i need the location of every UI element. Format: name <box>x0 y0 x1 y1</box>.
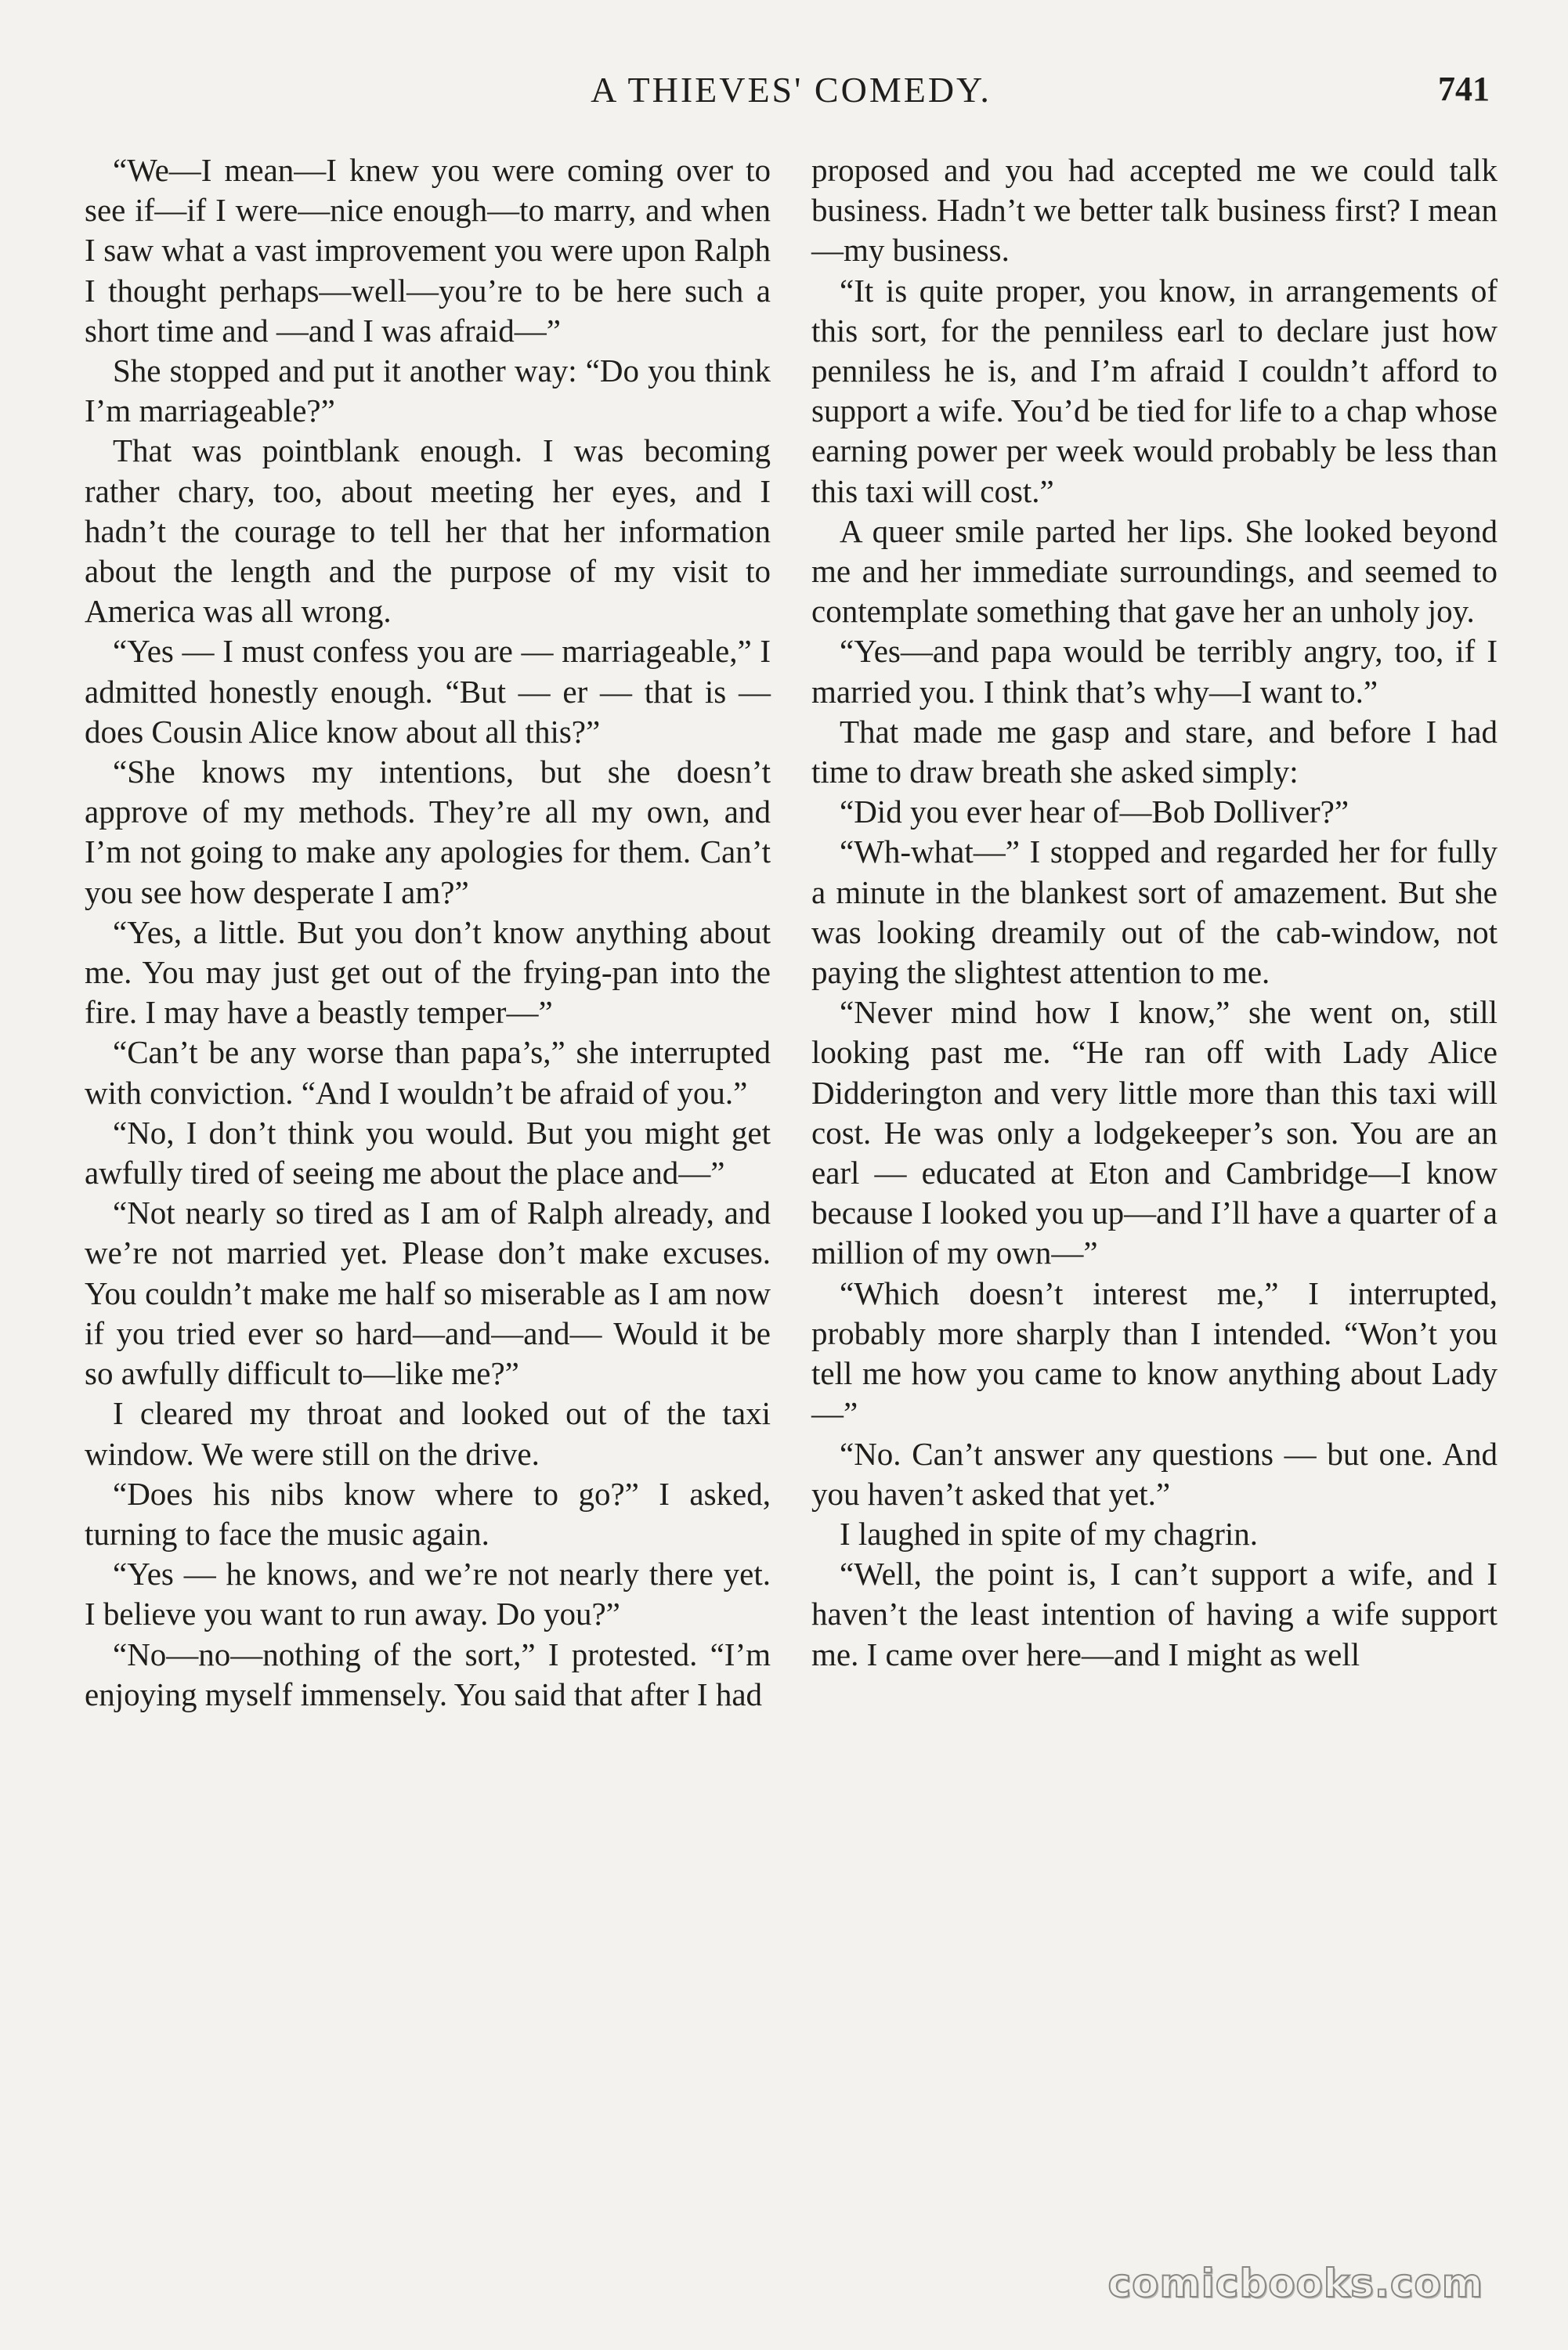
left-column <box>85 150 771 1715</box>
running-title: A THIEVES' COMEDY. <box>591 70 992 110</box>
paragraph: “Well, the point is, I can’t support a wife, and I haven’t the least intention of having a wife support me. I came over here—and I might as well <box>811 1556 1498 1672</box>
paragraph: “Yes—and papa would be terribly angry, too, if I married you. I think that’s why—I want to.” <box>811 633 1498 710</box>
paragraph: “Does his nibs know where to go?” I asked, turning to face the music again. <box>85 1475 771 1552</box>
paragraph: “It is quite proper, you know, in arrangements of this sort, for the penniless earl to declare just how penniless he is, and I’m afraid I couldn’t afford to support a wife. You’d be tied for life to a chap whose earning power per week would probably be less than this taxi will cost.” <box>811 272 1498 509</box>
paragraph: That was pointblank enough. I was becoming rather chary, too, about meeting her eyes, and I hadn’t the courage to tell her that her information about the length and the purpose of my visit to America was all wrong. <box>85 432 771 630</box>
paragraph: “Can’t be any worse than papa’s,” she interrupted with conviction. “And I wouldn’t be afraid of you.” <box>85 1034 771 1111</box>
paragraph-continued: proposed and you had accepted me we could talk business. Hadn’t we better talk business first? I mean—my business. <box>811 152 1498 269</box>
paragraph: “Wh-what—” I stopped and regarded her for fully a minute in the blankest sort of amazement. But she was looking dreamily out of the cab-window, not paying the slightest attention to me. <box>811 833 1498 991</box>
paragraph: “Never mind how I know,” she went on, still looking past me. “He ran off with Lady Alice Didderington and very little more than this taxi will cost. He was only a lodgekeeper’s son. You are an earl — educated at Eton and Cambridge—I know because I looked you up—and I’ll have a quarter of a million of my own—” <box>811 994 1498 1271</box>
watermark: comicbooks.com <box>1107 2261 1483 2306</box>
paragraph: She stopped and put it another way: “Do you think I’m marriageable?” <box>85 352 771 429</box>
paragraph: “Yes — I must confess you are — marriageable,” I admitted honestly enough. “But — er — that is — does Cousin Alice know about all this?” <box>85 633 771 750</box>
page-number: 741 <box>1438 70 1490 108</box>
paragraph: That made me gasp and stare, and before I had time to draw breath she asked simply: <box>811 713 1498 790</box>
paragraph: “No. Can’t answer any questions — but one. And you haven’t asked that yet.” <box>811 1435 1498 1512</box>
paragraph: “No—no—nothing of the sort,” I protested. “I’m enjoying myself immensely. You said that after I had <box>85 1636 771 1712</box>
paragraph: “Yes, a little. But you don’t know anything about me. You may just get out of the frying-pan into the fire. I may have a beastly temper—” <box>85 913 771 1031</box>
paragraph: “No, I don’t think you would. But you might get awfully tired of seeing me about the place and—” <box>85 1114 771 1191</box>
paragraph: I cleared my throat and looked out of the taxi window. We were still on the drive. <box>85 1395 771 1472</box>
paragraph: I laughed in spite of my chagrin. <box>840 1515 1259 1552</box>
paragraph: “Yes — he knows, and we’re not nearly there yet. I believe you want to run away. Do you?” <box>85 1556 771 1632</box>
page-header <box>0 69 1568 124</box>
paragraph: “Which doesn’t interest me,” I interrupted, probably more sharply than I intended. “Won’t you tell me how you came to know anything about Lady—” <box>811 1274 1498 1432</box>
paragraph: “She knows my intentions, but she doesn’t approve of my methods. They’re all my own, and I’m not going to make any apologies for them. Can’t you see how desperate I am?” <box>85 754 771 910</box>
right-column <box>811 150 1498 1675</box>
paragraph: A queer smile parted her lips. She looked beyond me and her immediate surroundings, and seemed to contemplate something that gave her an unholy joy. <box>811 512 1498 630</box>
paragraph: “Did you ever hear of—Bob Dolliver?” <box>840 794 1349 830</box>
paragraph: “We—I mean—I knew you were coming over to see if—if I were—nice enough—to marry, and when I saw what a vast improvement you were upon Ralph I thought perhaps—well—you’re to be here such a short time and —and I was afraid—” <box>85 152 771 349</box>
paragraph: “Not nearly so tired as I am of Ralph already, and we’re not married yet. Please don’t make excuses. You couldn’t make me half so miserable as I am now if you tried ever so hard—and—and— Would it be so awfully difficult to—like me?” <box>85 1195 771 1392</box>
